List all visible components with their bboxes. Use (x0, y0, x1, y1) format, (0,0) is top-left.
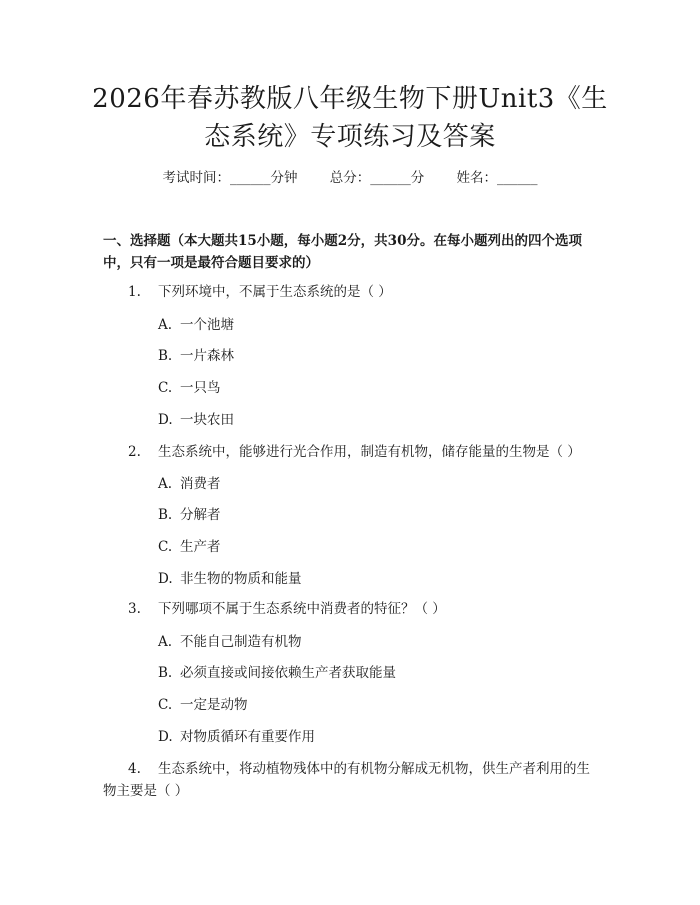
option-letter: A. (158, 317, 173, 333)
question-3-option-b (158, 663, 396, 683)
option-letter: C. (158, 697, 173, 713)
question-2-option-c (158, 537, 221, 557)
question-text: 生态系统中，能够进行光合作用，制造有机物，储存能量的生物是（ ） (158, 444, 581, 460)
question-1-option-b (158, 346, 234, 366)
option-letter: A. (158, 476, 173, 492)
question-1 (128, 281, 598, 303)
option-text: 必须直接或间接依赖生产者获取能量 (180, 665, 396, 681)
document-title: 2026年春苏教版八年级生物下册Unit3《生态系统》专项练习及答案 (92, 84, 608, 152)
section-heading: 一、选择题（本大题共15小题，每小题2分，共30分。在每小题列出的四个选项中，只有一项是最符合题目要求的） (103, 233, 582, 271)
option-text: 一片森林 (180, 348, 234, 364)
option-letter: D. (158, 412, 173, 428)
option-letter: A. (158, 634, 173, 650)
question-2-option-a (158, 474, 221, 494)
option-text: 不能自己制造有机物 (180, 634, 302, 650)
option-text: 消费者 (180, 476, 221, 492)
option-text: 对物质循环有重要作用 (180, 729, 315, 745)
option-letter: B. (158, 348, 173, 364)
question-1-option-c (158, 378, 221, 398)
option-text: 非生物的物质和能量 (180, 571, 302, 587)
option-text: 生产者 (180, 539, 221, 555)
option-letter: C. (158, 380, 173, 396)
question-1-option-a (158, 315, 234, 335)
question-4 (103, 758, 601, 802)
option-letter: B. (158, 507, 173, 523)
option-text: 一只鸟 (180, 380, 221, 396)
option-letter: D. (158, 729, 173, 745)
question-2 (128, 441, 598, 463)
question-3-option-d (158, 727, 315, 747)
student-name-field: 姓名：______ (456, 170, 538, 186)
option-text: 一定是动物 (180, 697, 248, 713)
question-3-option-a (158, 632, 302, 652)
question-3-option-c (158, 695, 248, 715)
option-letter: C. (158, 539, 173, 555)
option-text: 一块农田 (180, 412, 234, 428)
option-letter: D. (158, 571, 173, 587)
question-3 (128, 598, 598, 620)
question-text: 下列环境中，不属于生态系统的是（ ） (158, 284, 392, 300)
exam-time-field: 考试时间：______分钟 (162, 170, 298, 186)
question-number: 1. (128, 284, 141, 300)
question-text: 生态系统中，将动植物残体中的有机物分解成无机物，供生产者利用的生物主要是（ ） (103, 761, 590, 799)
question-number: 3. (128, 601, 141, 617)
question-number: 4. (128, 761, 141, 777)
question-text: 下列哪项不属于生态系统中消费者的特征？（ ） (158, 601, 446, 617)
option-letter: B. (158, 665, 173, 681)
question-2-option-b (158, 505, 221, 525)
option-text: 分解者 (180, 507, 221, 523)
question-1-option-d (158, 410, 234, 430)
exam-info (0, 168, 700, 188)
option-text: 一个池塘 (180, 317, 234, 333)
question-number: 2. (128, 444, 141, 460)
question-2-option-d (158, 569, 302, 589)
exam-score-field: 总分：______分 (329, 170, 425, 186)
